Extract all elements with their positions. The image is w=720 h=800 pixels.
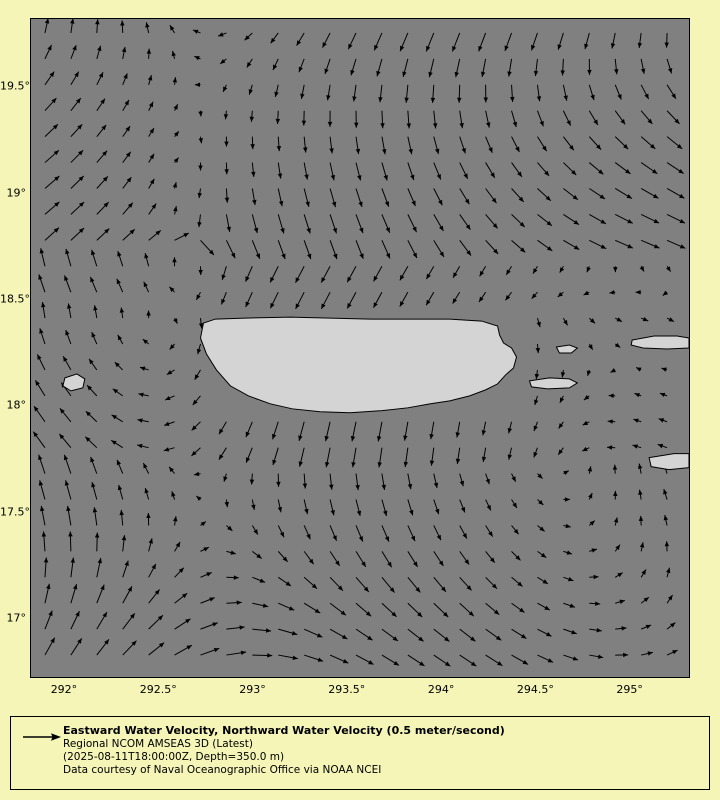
x-tick-label: 292.5°: [139, 683, 177, 696]
land-polygons: [31, 19, 689, 677]
y-tick-label: 19°: [6, 186, 26, 200]
reference-vector-arrow-icon: [21, 731, 61, 743]
y-tick-label: 18.5°: [0, 292, 30, 306]
legend-panel: [10, 716, 710, 790]
y-tick-label: 19.5°: [0, 79, 30, 93]
x-tick-label: 294°: [427, 683, 455, 696]
x-axis-tick-labels: [30, 683, 691, 699]
x-tick-label: 294.5°: [516, 683, 554, 696]
vieques-island: [529, 378, 577, 389]
legend-time-depth: (2025-08-11T18:00:00Z, Depth=350.0 m): [63, 751, 285, 763]
x-tick-label: 292°: [50, 683, 78, 696]
y-axis-tick-labels: [0, 18, 30, 678]
culebra-island: [556, 345, 577, 353]
map-plot-area[interactable]: [30, 18, 690, 678]
y-tick-label: 18°: [6, 398, 26, 412]
st-thomas-island: [631, 336, 689, 349]
x-tick-label: 293.5°: [328, 683, 366, 696]
small-island-west: [63, 374, 85, 391]
legend-credit: Data courtesy of Naval Oceanographic Office via NOAA NCEI: [63, 764, 382, 776]
st-croix-island: [649, 454, 689, 470]
x-tick-label: 295°: [616, 683, 643, 696]
puerto-rico-island: [200, 317, 516, 413]
y-tick-label: 17°: [6, 611, 26, 625]
x-tick-label: 293°: [239, 683, 266, 696]
legend-dataset: Regional NCOM AMSEAS 3D (Latest): [63, 738, 253, 750]
legend-title: Eastward Water Velocity, Northward Water Velocity (0.5 meter/second): [63, 724, 505, 737]
y-tick-label: 17.5°: [0, 505, 30, 519]
